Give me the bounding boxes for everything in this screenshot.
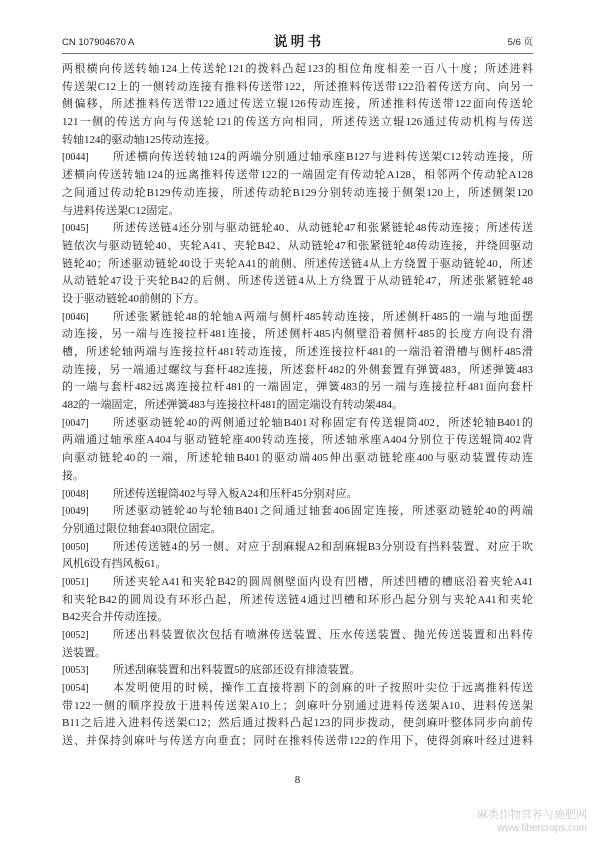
paragraph-first-line [62,486,533,504]
text-line: 两根横向传送转轴124上传送轮121的拨料凸起123的相位角度相差一百八十度；所述进料 [62,63,533,75]
text-line: 两端通过轴承座A404与驱动链轮座400转动连接，所述轴承座A404分别位于传送辊筒402背 [62,434,533,447]
text-line: 所述夹轮A41和夹轮B42的圆周侧壁面内设有凹槽，所述凹槽的槽底沿着夹轮A41 [113,575,533,588]
paragraph-first-line [62,574,533,592]
text-line: 所述刮麻装置和出料装置5的底部还设有排渣装置。 [113,664,361,677]
paragraph-number: [0050] [62,541,89,553]
paragraph [62,149,533,220]
page-number: 8 [294,774,301,786]
text-line: 所述出料装置依次包括有喷淋传送装置、压水传送装置、抛光传送装置和出料传 [113,629,533,641]
text-line: B11之后进入进料传送架C12；然后通过拨料凸起123的同步拨动，使剑麻叶整体同步向前传 [62,717,533,730]
paragraph [62,309,533,415]
text-line: 所述传送辊筒402与导入板A24和压杆45分别对应。 [113,487,358,500]
text-line: 所述传送链4还分别与驱动链轮40、从动链轮47和张紧链轮48传动连接；所述传送 [113,222,533,235]
text-line: 从动链轮47设于夹轮B42的后侧、所述传送链4从上方绕置于从动链轮47，所述张紧链轮48 [62,275,533,288]
text-line: 所述驱动链轮40与轮轴B401之间通过轴套406固定连接，所述驱动链轮40的两端 [113,505,533,518]
text-line: 与进料传送架C12固定。 [62,204,180,217]
text-line: 传送架C12上的一侧转动连接有推料传送带122，所述推料传送带122沿着传送方向、向另一 [62,80,533,93]
text-line: 转轴124的驱动轴125传动连接。 [62,133,216,146]
doc-number: CN 107904670 A [62,37,135,48]
text-line: 接。 [62,469,84,482]
paragraph-first-line [62,309,533,327]
paragraph [62,61,533,149]
paragraph [62,415,533,486]
paragraph-number: [0048] [62,488,89,500]
paragraph-first-line [62,415,533,433]
text-line: 所述张紧链轮48的轮轴A两端与侧杆485转动连接，所述侧杆485的一端与地面摆 [113,310,533,323]
text-line: 所述横向传送转轴124的两端分别通过轴承座B127与进料传送架C12转动连接，所 [113,151,533,164]
watermark-url: www.fibercrops.com [497,823,587,834]
text-line: 482的一端固定，所述弹簧483与连接拉杆481的固定端设有转动架484。 [62,399,403,412]
text-line: 向驱动链轮40的一端，所述轮轴B401的驱动端405伸出驱动链轮座400与驱动装置传动连 [62,452,533,465]
text-line: 动连接，另一端通过螺纹与套杆482连接，所述套杆482的外侧套置有弹簧483，所述弹簧483 [62,363,533,376]
text-line: 设于驱动链轮40前侧的下方。 [62,292,205,305]
header-rule [62,53,533,54]
document-title: 说 明 书 [273,34,322,49]
paragraph-first-line [62,503,533,521]
paragraph [62,539,533,574]
paragraph [62,574,533,627]
page-indicator: 5/6 页 [507,37,533,48]
text-line: 送、并保持剑麻叶与传送方向垂直；同时在推料传送带122的作用下，使得剑麻叶经过进料 [62,735,533,748]
text-line: 送装置。 [62,646,106,659]
text-line: 槽，所述轮轴两端与连接拉杆481转动连接，所述连接拉杆481的一端沿着滑槽与侧杆485滑 [62,346,533,358]
text-line: 本发明使用的时候，操作工直接将割下的剑麻的叶子按照叶尖位于远离推料传送 [113,682,533,695]
paragraph-number: [0044] [62,152,89,164]
paragraph-number: [0045] [62,223,89,235]
text-line: 分别通过限位轴套403限位固定。 [62,522,222,535]
paragraph [62,486,533,504]
paragraph-number: [0051] [62,576,89,588]
paragraph-first-line [62,680,533,698]
paragraph [62,680,533,751]
text-line: 和夹轮B42的圆周设有环形凸起，所述传送链4通过凹槽和环形凸起分别与夹轮A41和夹轮 [62,593,533,606]
text-line: 链依次与驱动链轮40、夹轮A41、夹轮B42、从动链轮47和张紧链轮48传动连接，并绕回驱动 [62,239,533,252]
document-body [62,61,533,751]
paragraph [62,662,533,680]
paragraph-first-line [62,539,533,557]
text-line: 述横向传送转轴124的远离推料传送带122的一端固定有传动轮A128，相邻两个传动轮A128 [62,169,533,182]
paragraph-number: [0047] [62,417,89,429]
paragraph-first-line [62,149,533,167]
text-line: 侧偏移，所述推料传送带122通过传送立辊126传动连接，所述推料传送带122面向传送轮 [62,98,533,111]
paragraph-number: [0046] [62,311,89,323]
paragraph [62,503,533,538]
paragraph-number: [0053] [62,665,89,677]
watermark-site-name: 麻类作物营养与施肥网 [477,809,587,821]
text-line: 之间通过传动轮B129传动连接，所述传动轮B129分别转动连接于侧架120上，所述侧架120 [62,186,533,199]
paragraph-first-line [62,220,533,238]
text-line: 链轮40；所述驱动链轮40设于夹轮A41的前侧、所述传送链4从上方绕置于驱动链轮40，所述 [62,257,533,270]
paragraph-first-line [62,627,533,645]
text-line: 所述传送链4的另一侧、对应于刮麻辊A2和刮麻辊B3分别设有挡料装置、对应于吹 [113,540,533,553]
paragraph-number: [0052] [62,630,89,641]
text-line: 的一端与套杆482远离连接拉杆481的一端固定，弹簧483的另一端与连接拉杆481面向套杆 [62,381,533,394]
text-line: B42夹合并传动连接。 [62,611,169,624]
text-line: 带122一侧的顺序投放于进料传送架A10上；剑麻叶分别通过进料传送架A10、进料传送架 [62,699,533,712]
paragraph [62,627,533,662]
paragraph-number: [0049] [62,506,89,518]
text-line: 风机6设有挡风板61。 [62,558,167,571]
paragraph-first-line [62,662,533,680]
paragraph [62,220,533,308]
paragraph-number: [0054] [62,683,89,695]
text-line: 动连接，另一端与连接拉杆481连接，所述侧杆485内侧壁沿着侧杆485的长度方向设有滑 [62,328,533,341]
text-line: 所述驱动链轮40的两侧通过轮轴B401对称固定有传送辊筒402，所述轮轴B401的 [113,416,533,429]
text-line: 121一侧的传送方向与传送轮121的传送方向相同，所述传送立辊126通过传动机构与传送 [62,116,533,129]
